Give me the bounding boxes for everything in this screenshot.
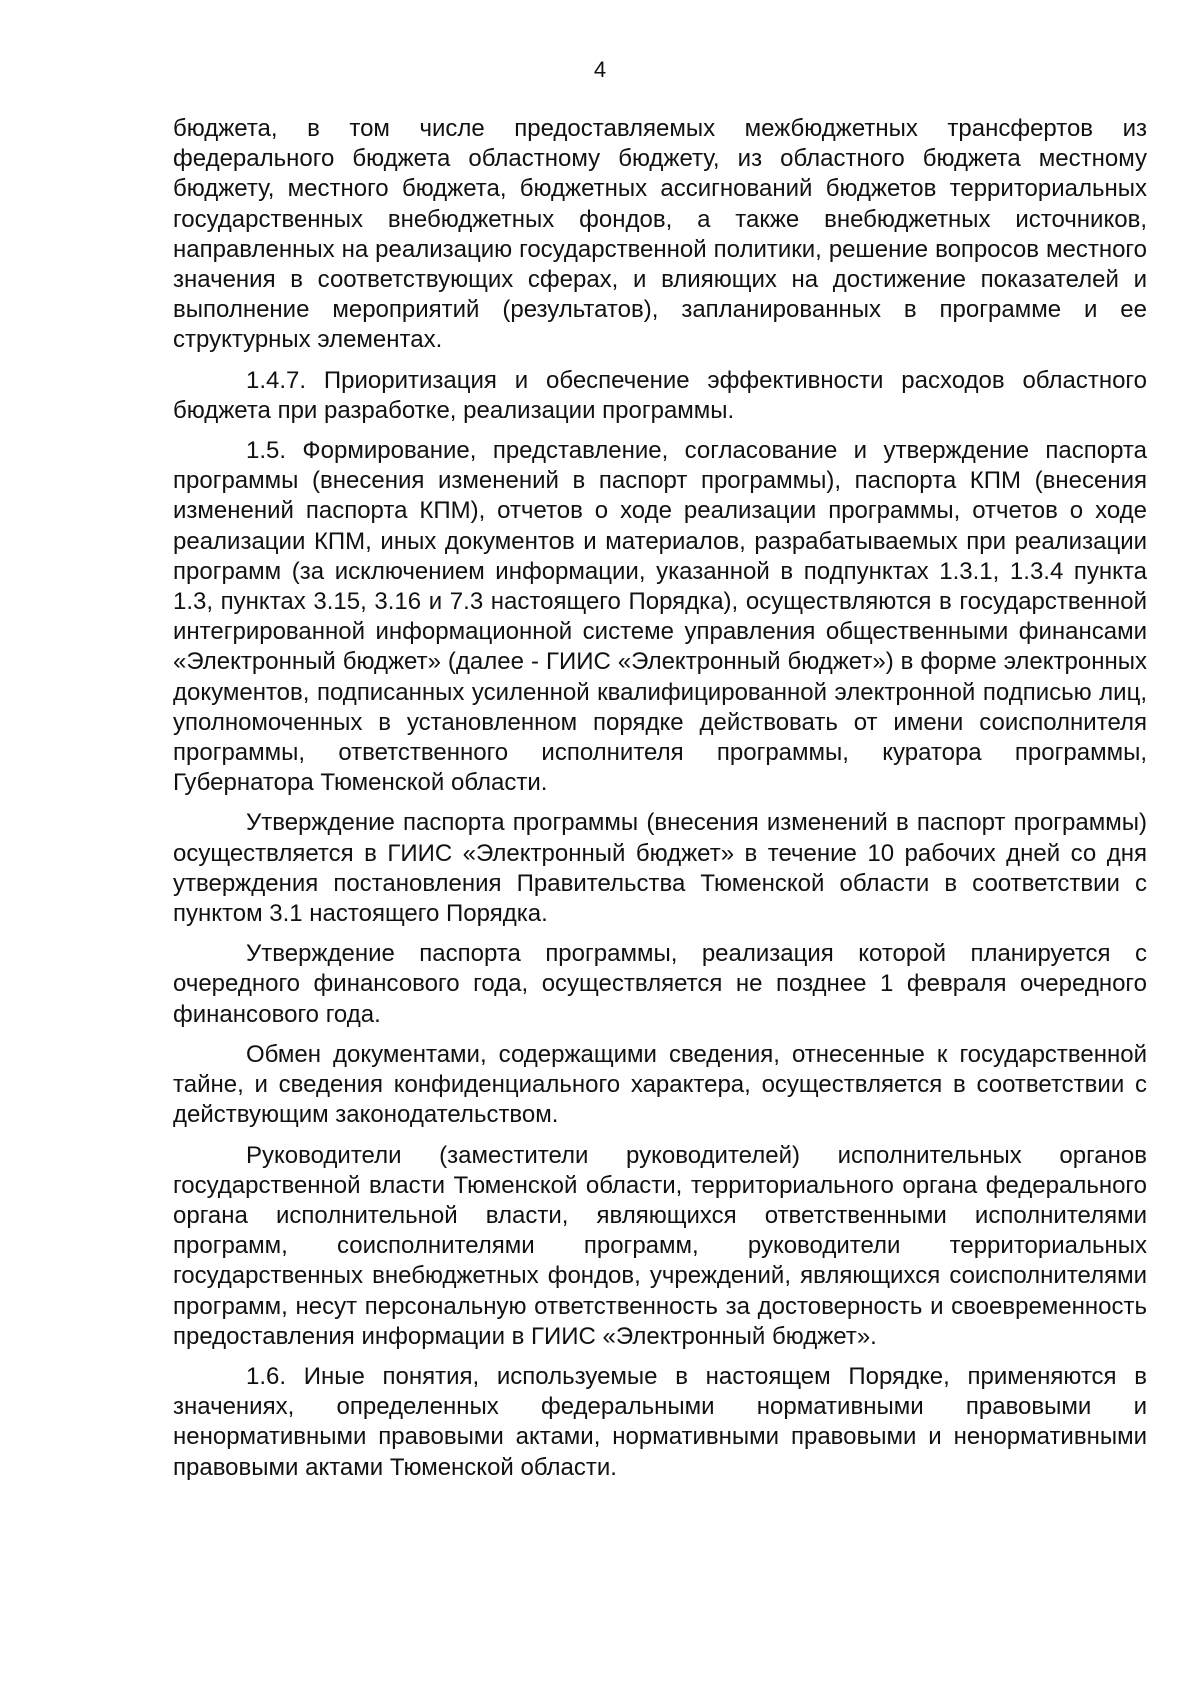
paragraph-passport-deadline: Утверждение паспорта программы, реализация которой планируется с очередного финансового года, осуществляется не позднее 1 февраля очередного финансового года. — [173, 940, 1147, 1028]
page-number: 4 — [593, 57, 607, 82]
paragraph-document-exchange: Обмен документами, содержащими сведения, отнесенные к государственной тайне, и сведения конфиденциального характера, осуществляется в соответствии с действующим законодательством. — [173, 1040, 1147, 1129]
paragraph-1-6: 1.6. Иные понятия, используемые в настоящем Порядке, применяются в значениях, определенных федеральными нормативными правовыми и ненормативными правовыми актами, нормативными правовыми и ненормативными правовыми актами Тюменской области. — [173, 1362, 1147, 1481]
paragraph-continuation: бюджета, в том числе предоставляемых межбюджетных трансфертов из федерального бюджета областному бюджету, из областного бюджета местному бюджету, местного бюджета, бюджетных ассигнований бюджетов территориальных государственных внебюджетных фондов, а также внебюджетных источников, направленных на реализацию государственной политики, решение вопросов местного значения в соответствующих сферах, и влияющих на достижение показателей и выполнение мероприятий (результатов), запланированных в программе и ее структурных элементах. — [173, 115, 1147, 354]
paragraph-passport-approval: Утверждение паспорта программы (внесения изменений в паспорт программы) осуществляется в ГИИС «Электронный бюджет» в течение 10 рабочих дней со дня утверждения постановления Правительства Тюменской области в соответствии с пунктом 3.1 настоящего Порядка. — [173, 809, 1147, 928]
paragraph-1-4-7: 1.4.7. Приоритизация и обеспечение эффективности расходов областного бюджета при разработке, реализации программы. — [173, 366, 1147, 424]
paragraph-1-5: 1.5. Формирование, представление, согласование и утверждение паспорта программы (внесения изменений в паспорт программы), паспорта КПМ (внесения изменений паспорта КПМ), отчетов о ходе реализации программы, отчетов о ходе реализации КПМ, иных документов и материалов, разрабатываемых при реализации программ (за исключением информации, указанной в подпунктах 1.3.1, 1.3.4 пункта 1.3, пунктах 3.15, 3.16 и 7.3 настоящего Порядка), осуществляются в государственной интегрированной информационной системе управления общественными финансами «Электронный бюджет» (далее - ГИИС «Электронный бюджет») в форме электронных документов, подписанных усиленной квалифицированной электронной подписью лиц, уполномоченных в установленном порядке действовать от имени соисполнителя программы, ответственного исполнителя программы, куратора программы, Губернатора Тюменской области. — [173, 437, 1147, 797]
paragraph-responsibility: Руководители (заместители руководителей) исполнительных органов государственной власти Тюменской области, территориального органа федерального органа исполнительной власти, являющихся ответственными исполнителями программ, соисполнителями программ, руководители территориальных государственных внебюджетных фондов, учреждений, являющихся соисполнителями программ, несут персональную ответственность за достоверность и своевременность предоставления информации в ГИИС «Электронный бюджет». — [173, 1141, 1147, 1350]
document-body — [173, 114, 1147, 1483]
